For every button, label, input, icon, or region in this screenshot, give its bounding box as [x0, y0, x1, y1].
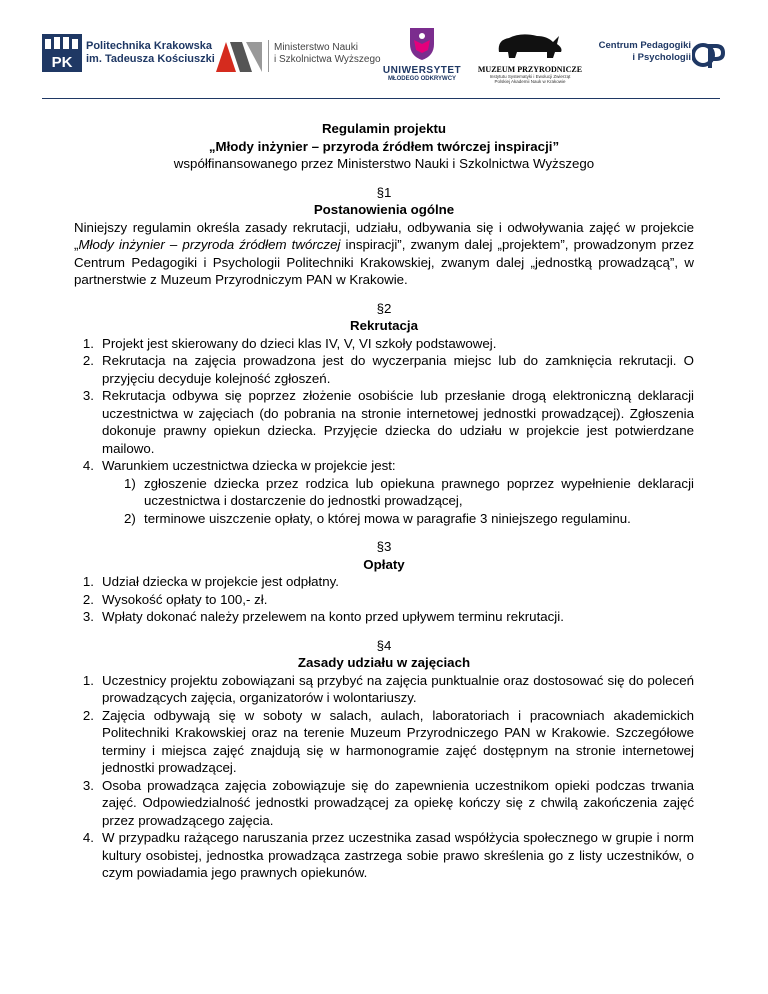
pk-name-block: [86, 40, 215, 66]
section-4: [74, 637, 694, 882]
document-body: [74, 120, 694, 882]
list-item: [74, 672, 694, 707]
header-divider: [42, 98, 720, 99]
list-item: [74, 457, 694, 527]
list-item-text: Warunkiem uczestnictwa dziecka w projekcie jest:: [102, 458, 396, 473]
list-item: [74, 829, 694, 882]
pk-logo: [42, 34, 82, 77]
cpp-line1: Centrum Pedagogiki: [598, 40, 691, 51]
ministry-line2: i Szkolnictwa Wyższego: [274, 54, 381, 65]
ministry-name: [274, 42, 381, 66]
list-item-number: 2 .: [74, 707, 94, 725]
section-3: [74, 538, 694, 626]
list-item-number: 4 .: [74, 829, 94, 847]
section-3-list: [74, 573, 694, 626]
section-2: [74, 300, 694, 528]
header: [42, 26, 722, 96]
title-line-2: „Młody inżynier – przyroda źródłem twórczej inspiracji”: [208, 138, 560, 154]
section-2-heading: Rekrutacja: [350, 318, 418, 333]
section-3-number: §3: [376, 539, 392, 554]
section-2-list: [74, 335, 694, 528]
ministry-line1: Ministerstwo Nauki: [274, 42, 358, 53]
cpp-line2: i Psychologii: [632, 52, 691, 63]
list-item: [74, 335, 694, 353]
cpp-logo: [692, 38, 726, 77]
list-item-text: Uczestnicy projektu zobowiązani są przybyć na zajęcia punktualnie oraz dostosować się do poleceń prowadzących zajęcia, organizatorów i wolontariuszy.: [102, 672, 694, 705]
list-item-text: Wpłaty dokonać należy przelewem na konto przed upływem terminu rekrutacji.: [102, 609, 564, 624]
list-item-text: Wysokość opłaty to 100,- zł.: [102, 591, 268, 607]
sublist-item-text: terminowe uiszczenie opłaty, o której mowa w paragrafie 3 niniejszego regulaminu.: [144, 510, 631, 526]
sublist-item-number: 2 ): [124, 510, 136, 528]
sublist-item: [124, 510, 694, 528]
section-1-text-italic: Młody inżynier – przyroda źródłem twórczej: [78, 237, 341, 252]
list-item: [74, 608, 694, 626]
museum-subtitle-1: Instytutu Systematyki i Ewolucji Zwierząt: [489, 74, 571, 79]
list-item-text: W przypadku rażącego naruszania przez uczestnika zasad współżycia społecznego w grupie i norm kultury osobistej, jednostka prowadząca zastrzega sobie prawo skreślenia go z listy uczestników, o czym powiadamia jego prawnych opiekunów.: [102, 830, 694, 880]
section-1-text-a: Niniejszy regulamin określa zasady rekrutacji, udziału, odbywania się i odwoływania zajęć w projekcie „: [74, 219, 694, 252]
section-1-paragraph: [74, 219, 694, 289]
umo-subtitle: MŁODEGO ODKRYWCY: [387, 76, 457, 82]
section-4-number: §4: [376, 637, 392, 653]
section-1-text-b: inspiracji”, zwanym dalej „projektem”, prowadzonym przez Centrum Pedagogiki i Psychologii Politechniki Krakowskiej, zwanym dalej „jednostką prowadzącą”, w partnerstwie z Muzeum Przyrodniczym PAN w Krakowie.: [74, 237, 694, 287]
museum-logo: [474, 30, 586, 84]
section-4-list: [74, 672, 694, 882]
museum-title: MUZEUM PRZYRODNICZE: [477, 65, 583, 74]
sublist-item: [124, 475, 694, 510]
list-item-text: Projekt jest skierowany do dzieci klas IV, V, VI szkoły podstawowej.: [102, 335, 497, 351]
title-line-1: Regulamin projektu: [321, 121, 447, 136]
list-item-number: 1 .: [74, 672, 94, 690]
umo-logo: [382, 26, 462, 82]
list-item-number: 1 .: [74, 335, 94, 353]
document-title: [74, 120, 694, 173]
list-item-text: Udział dziecka w projekcie jest odpłatny.: [102, 574, 339, 589]
list-item-text: Osoba prowadząca zajęcia zobowiązuje się do zapewnienia uczestnikom opieki podczas trwania zajęć. Odpowiedzialność jednostki prowadzącej za opiekę kończy się z chwilą zakończenia zajęć przez prowadzącego zajęcia.: [102, 777, 694, 828]
list-item-number: 3 .: [74, 387, 94, 405]
section-3-heading: Opłaty: [363, 556, 405, 572]
ministry-logo: [216, 42, 262, 77]
list-item-text: Rekrutacja na zajęcia prowadzona jest do wyczerpania miejsc lub do zamknięcia rekrutacji. O przyjęciu decyduje kolejność zgłoszeń.: [102, 353, 694, 386]
list-item: [74, 387, 694, 457]
list-item-number: 3 .: [74, 608, 94, 626]
svg-text:PK: PK: [51, 54, 73, 71]
list-item: [74, 573, 694, 591]
cpp-emblem-icon: [692, 38, 726, 72]
list-item-number: 2 .: [74, 352, 94, 370]
section-1: [74, 184, 694, 289]
section-2-sublist: [102, 475, 694, 528]
sublist-item-text: zgłoszenie dziecka przez rodzica lub opiekuna prawnego poprzez wypełnienie deklaracji uczestnictwa i dostarczenie do jednostki prowadzącej,: [144, 475, 694, 508]
rhino-icon: [495, 30, 565, 60]
list-item: [74, 591, 694, 609]
list-item-number: 1 .: [74, 573, 94, 591]
list-item-text: Rekrutacja odbywa się poprzez złożenie osobiście lub przesłanie drogą elektroniczną deklaracji uczestnictwa w zajęciach (do pobrania na stronie internetowej jednostki prowadzącej). Zgłoszenia dokonuje prawny opiekun dziecka. Przyjęcie dziecka do udziału w projekcie jest potwierdzane mailowo.: [102, 388, 694, 456]
section-1-number: §1: [376, 184, 392, 200]
list-item-number: 3 .: [74, 777, 94, 795]
title-line-3: współfinansowanego przez Ministerstwo Nauki i Szkolnictwa Wyższego: [173, 156, 595, 171]
section-2-number: §2: [376, 300, 392, 316]
list-item: [74, 777, 694, 830]
list-item: [74, 352, 694, 387]
cpp-name: [587, 40, 691, 64]
list-item: [74, 707, 694, 777]
pk-name: Politechnika Krakowska: [86, 40, 212, 52]
museum-subtitle-2: Polskiej Akademii Nauk w Krakowie: [494, 79, 566, 84]
list-item-text: Zajęcia odbywają się w soboty w salach, aulach, laboratoriach i pracowniach akademickich Politechniki Krakowskiej oraz na terenie Muzeum Przyrodniczego PAN w Krakowie. Szczegółowe terminy i miejsca zajęć znajdują się w harmonogramie zajęć dostępnym na stronie internetowej jednostki prowadzącej.: [102, 707, 694, 775]
ministry-separator: [268, 40, 269, 72]
section-4-heading: Zasady udziału w zajęciach: [297, 655, 471, 670]
list-item-number: 2 .: [74, 591, 94, 609]
pk-subname: im. Tadeusza Kościuszki: [86, 53, 215, 65]
section-1-heading: Postanowienia ogólne: [313, 202, 455, 217]
sublist-item-number: 1 ): [124, 475, 136, 493]
umo-title: UNIWERSYTET: [382, 65, 462, 76]
umo-shield-icon: [408, 26, 436, 60]
list-item-number: 4 .: [74, 457, 94, 475]
